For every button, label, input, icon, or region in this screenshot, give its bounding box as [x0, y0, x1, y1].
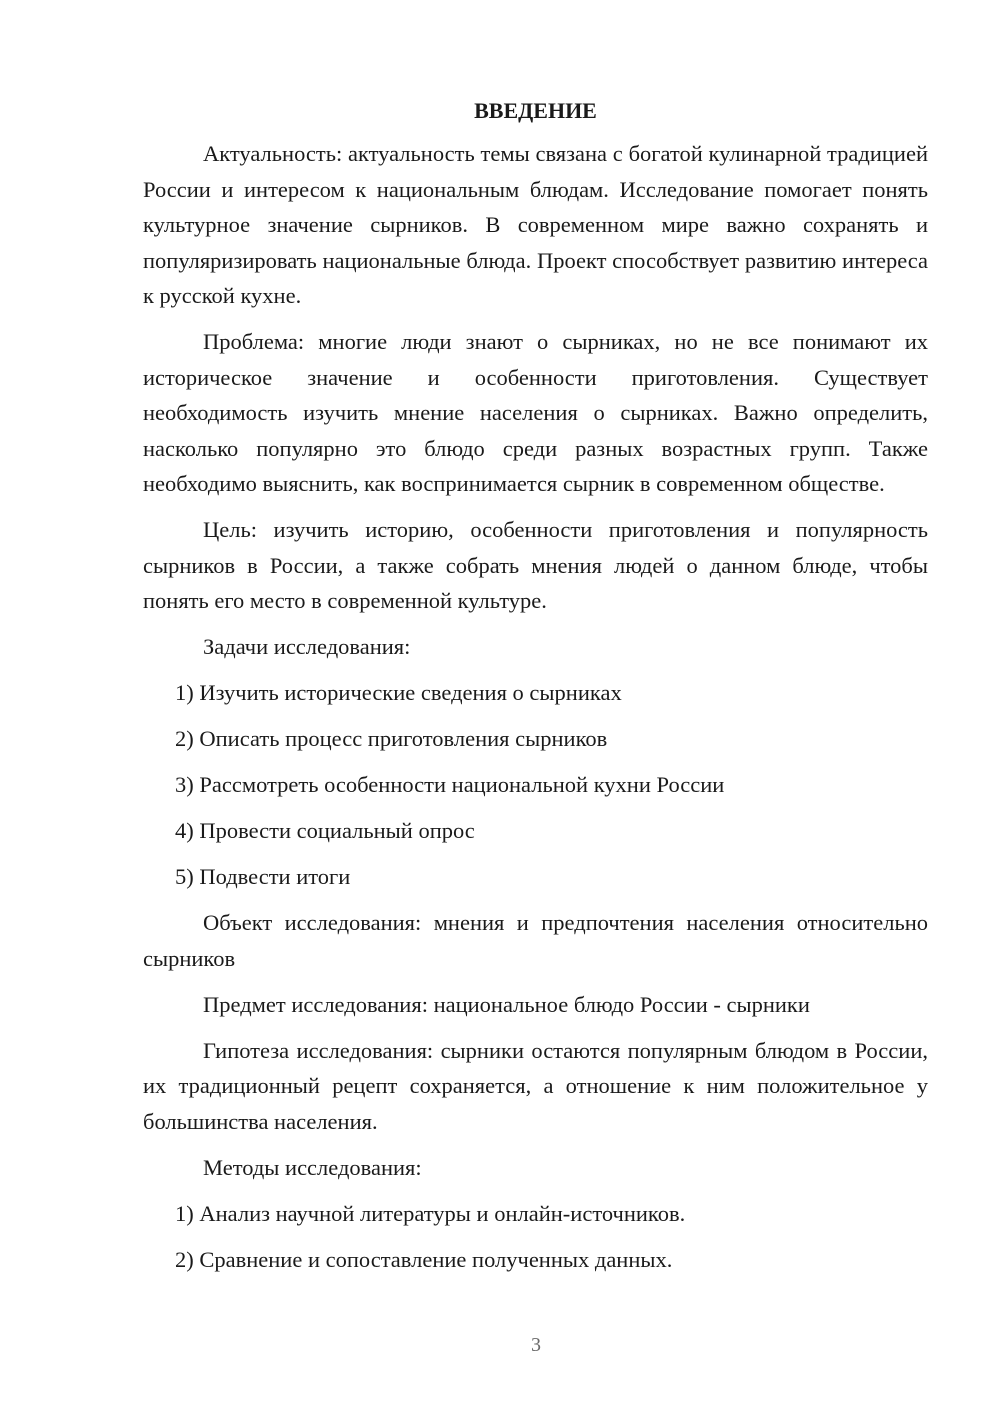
page-content — [143, 96, 928, 1288]
method-item: 1) Анализ научной литературы и онлайн-источников. — [175, 1200, 686, 1226]
task-item: 3) Рассмотреть особенности национальной кухни России — [175, 772, 725, 797]
section-title: ВВЕДЕНИЕ — [474, 98, 597, 123]
method-item: 2) Сравнение и сопоставление полученных данных. — [175, 1246, 673, 1272]
goal-paragraph: Цель: изучить историю, особенности приготовления и популярность сырников в России, а также собрать мнения людей о данном блюде, чтобы понять его место в современной культуре. — [143, 517, 928, 613]
tasks-heading: Задачи исследования: — [203, 634, 411, 659]
page-number: 3 — [531, 1334, 541, 1356]
task-item: 5) Подвести итоги — [175, 864, 351, 889]
task-item: 1) Изучить исторические сведения о сырниках — [175, 680, 622, 705]
subject-paragraph: Предмет исследования: национальное блюдо России - сырники — [203, 991, 810, 1017]
task-item: 2) Описать процесс приготовления сырников — [175, 726, 608, 751]
problem-paragraph: Проблема: многие люди знают о сырниках, но не все понимают их историческое значение и особенности приготовления. Существует необходимость изучить мнение населения о сырниках. Важно определить, насколько популярно это блюдо среди разных возрастных групп. Также необходимо выяснить, как воспринимается сырник в современном обществе. — [143, 329, 928, 496]
relevance-paragraph: Актуальность: актуальность темы связана с богатой кулинарной традицией России и интересом к национальным блюдам. Исследование помогает понять культурное значение сырников. В современном мире важно сохранять и популяризировать национальные блюда. Проект способствует развитию интереса к русской кухне. — [143, 141, 928, 308]
task-item: 4) Провести социальный опрос — [175, 818, 475, 843]
methods-heading: Методы исследования: — [203, 1154, 422, 1180]
hypothesis-paragraph: Гипотеза исследования: сырники остаются популярным блюдом в России, их традиционный рецепт сохраняется, а отношение к ним положительное у большинства населения. — [143, 1037, 928, 1134]
object-paragraph: Объект исследования: мнения и предпочтения населения относительно сырников — [143, 910, 928, 971]
